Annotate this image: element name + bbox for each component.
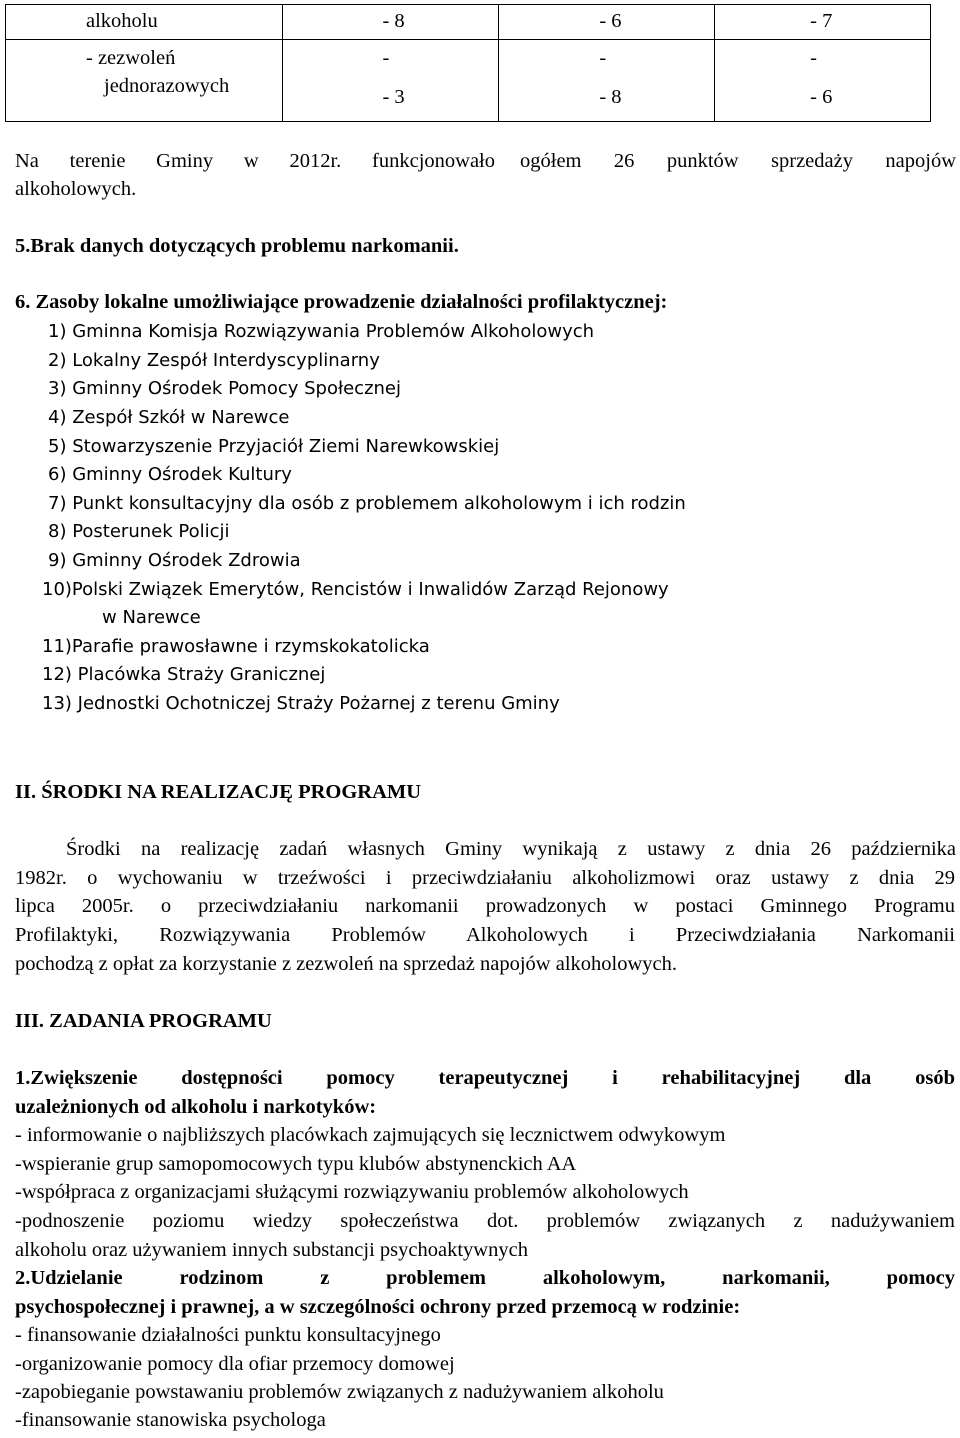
section-heading: 5.Brak danych dotyczących problemu narkomanii.	[15, 235, 459, 257]
list-item: 1) Gminna Komisja Rozwiązywania Problemów Alkoholowych	[48, 321, 595, 342]
stats-table	[5, 4, 931, 122]
list-item: alkoholu oraz używaniem innych substancji psychoaktywnych	[15, 1239, 528, 1261]
section-heading: 6. Zasoby lokalne umożliwiające prowadzenie działalności profilaktycznej:	[15, 291, 668, 313]
list-item: -wspieranie grup samopomocowych typu klubów abstynenckich AA	[15, 1153, 577, 1175]
list-item: - informowanie o najbliższych placówkach zajmujących się lecznictwem odwykowym	[15, 1124, 726, 1146]
section-heading: II. ŚRODKI NA REALIZACJĘ PROGRAMU	[15, 781, 422, 803]
paragraph-line: lipca 2005r. o przeciwdziałaniu narkomanii prowadzonych w postaci Gminnego Programu	[15, 895, 955, 917]
paragraph-line: Środki na realizację zadań własnych Gminy wynikają z ustawy z dnia 26 października	[66, 838, 956, 860]
list-item: 7) Punkt konsultacyjny dla osób z problemem alkoholowym i ich rodzin	[48, 493, 686, 514]
list-item: -podnoszenie poziomu wiedzy społeczeństwa dot. problemów związanych z nadużywaniem	[15, 1210, 955, 1232]
intro-text: Na terenie Gminy w 2012r. funkcjonowało	[15, 150, 495, 172]
list-item: 3) Gminny Ośrodek Pomocy Społecznej	[48, 378, 402, 399]
list-item: -organizowanie pomocy dla ofiar przemocy domowej	[15, 1353, 455, 1375]
section-heading: III. ZADANIA PROGRAMU	[15, 1010, 272, 1032]
list-item: w Narewce	[102, 607, 201, 628]
table-cell: - 8	[599, 86, 622, 108]
table-cell: - 3	[382, 86, 405, 108]
list-item: 5) Stowarzyszenie Przyjaciół Ziemi Narewkowskiej	[48, 436, 500, 457]
table-cell: -	[810, 47, 817, 69]
list-item: -finansowanie stanowiska psychologa	[15, 1409, 326, 1431]
table-cell: - 7	[810, 10, 833, 32]
table-cell: jednorazowych	[104, 75, 230, 97]
intro-text: alkoholowych.	[15, 178, 137, 200]
table-cell: - 8	[382, 10, 405, 32]
task-heading: 2.Udzielanie rodzinom z problemem alkoholowym, narkomanii, pomocy	[15, 1267, 955, 1289]
list-item: 13) Jednostki Ochotniczej Straży Pożarnej z terenu Gminy	[42, 693, 560, 714]
table-cell: - 6	[810, 86, 833, 108]
list-item: -zapobieganie powstawaniu problemów związanych z nadużywaniem alkoholu	[15, 1381, 664, 1403]
paragraph-line: Profilaktyki, Rozwiązywania Problemów Alkoholowych i Przeciwdziałania Narkomanii	[15, 924, 955, 946]
table-cell: alkoholu	[86, 10, 158, 32]
table-row	[6, 40, 931, 122]
list-item: - finansowanie działalności punktu konsultacyjnego	[15, 1324, 441, 1346]
list-item: 4) Zespół Szkół w Narewce	[48, 407, 290, 428]
list-item: -współpraca z organizacjami służącymi rozwiązywaniu problemów alkoholowych	[15, 1181, 689, 1203]
task-heading: psychospołecznej i prawnej, a w szczególności ochrony przed przemocą w rodzinie:	[15, 1296, 741, 1318]
paragraph-line: pochodzą z opłat za korzystanie z zezwoleń na sprzedaż napojów alkoholowych.	[15, 953, 677, 975]
list-item: 6) Gminny Ośrodek Kultury	[48, 464, 292, 485]
list-item: 8) Posterunek Policji	[48, 521, 230, 542]
list-item: 12) Placówka Straży Granicznej	[42, 664, 326, 685]
table-cell: -	[599, 47, 607, 69]
paragraph-line: 1982r. o wychowaniu w trzeźwości i przeciwdziałaniu alkoholizmowi oraz ustawy z dnia 29	[15, 867, 955, 889]
list-item: 2) Lokalny Zespół Interdyscyplinarny	[48, 350, 380, 371]
table-cell: - zezwoleń	[86, 47, 176, 69]
task-heading: 1.Zwiększenie dostępności pomocy terapeutycznej i rehabilitacyjnej dla osób	[15, 1067, 955, 1089]
table-cell: - 6	[599, 10, 622, 32]
intro-text: ogółem 26 punktów sprzedaży napojów	[520, 150, 956, 172]
table-row	[6, 5, 931, 40]
list-item: 11)Parafie prawosławne i rzymskokatolicka	[42, 636, 430, 657]
list-item: 10)Polski Związek Emerytów, Rencistów i Inwalidów Zarząd Rejonowy	[42, 579, 669, 600]
table-cell: -	[382, 47, 390, 69]
task-heading: uzależnionych od alkoholu i narkotyków:	[15, 1096, 377, 1118]
list-item: 9) Gminny Ośrodek Zdrowia	[48, 550, 301, 571]
